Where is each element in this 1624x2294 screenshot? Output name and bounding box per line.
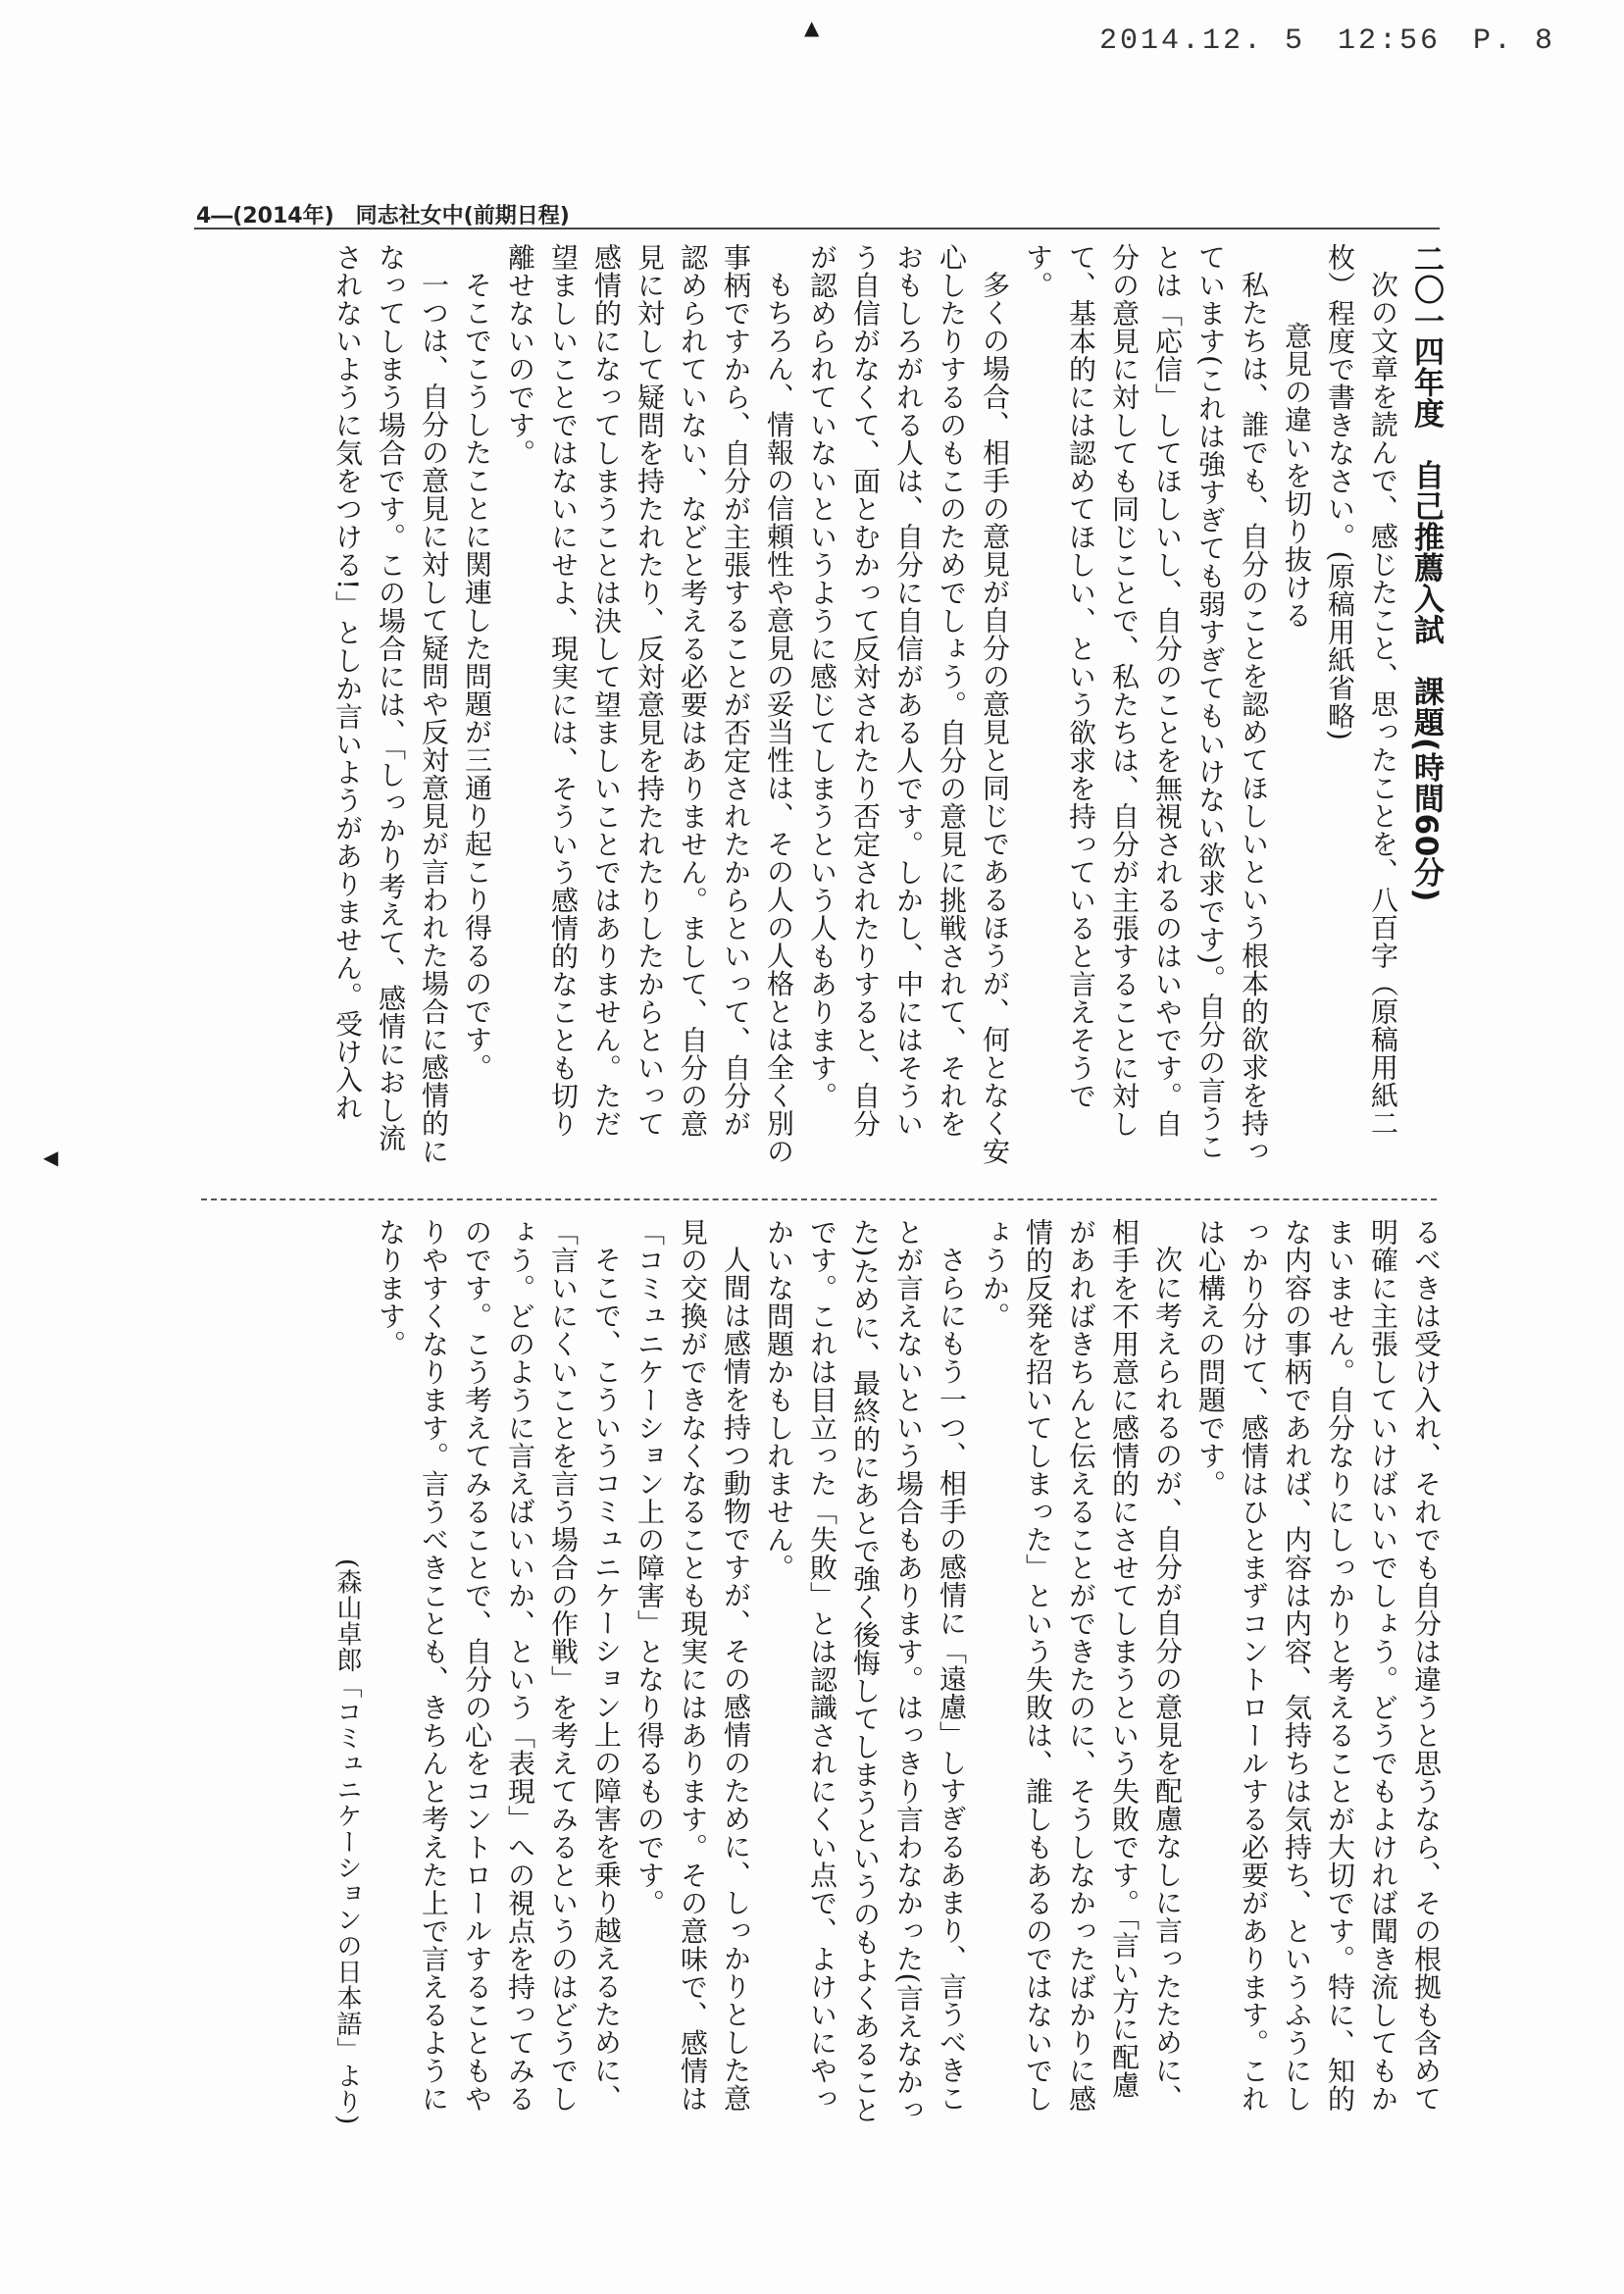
paragraph: るべきは受け入れ、それでも自分は違うと思うなら、その根拠も含めて明確に主張していけばいいでしょう。どうでもよければ聞き流してもかまいません。自分なりにしっかりと考えることが大切です。特に、知的な内容の事柄であれば、内容は内容、気持ちは気持ち、というふうにしっかり分けて、感情はひとまずコントロールする必要があります。これは心構えの問題です。 (1194, 1218, 1443, 2113)
paragraph: 私たちは、誰でも、自分のことを認めてほしいという根本的欲求を持っています(これは強すぎても弱すぎてもいけない欲求です)。自分の言うことは「応信」してほしいし、自分のことを無視されるのはいやです。自分の意見に対しても同じことで、私たちは、自分が主張することに対して、基本的には認めてほしい、という欲求を持っていると言えそうです。 (1022, 243, 1270, 1165)
paragraph: もちろん、情報の信頼性や意見の妥当性は、その人の人格とは全く別の事柄ですから、自分が主張することが否定されたからといって、自分が認められていない、などと考える必要はありません。まして、自分の意見に対して疑問を持たれたり、反対意見を持たれたりしたからといって感情的になってしまうことは決して望ましいことではありません。ただ望ましいことではないにせよ、現実には、そういう感情的なことも切り離せないのです。 (504, 243, 795, 1165)
registration-marker-top: ▲ (804, 16, 820, 39)
paragraph: 人間は感情を持つ動物ですが、その感情のために、しっかりとした意見の交換ができなくなることも現実にはあります。その意味で、感情は「コミュニケーション上の障害」となり得るものです。 (634, 1218, 752, 2113)
paragraph: そこで、こういうコミュニケーション上の障害を乗り越えるために、「言いにくいことを言う場合の作戦」を考えてみるというのはどうでしょう。どのように言えばいいか、という「表現」への視点を持ってみるのです。こう考えてみることで、自分の心をコントロールすることもやりやすくなります。言うべきことも、きちんと考えた上で言えるようになります。 (375, 1218, 623, 2113)
paragraph: 多くの場合、相手の意見が自分の意見と同じであるほうが、何となく安心したりするのもこのためでしょう。自分の意見に挑戦されて、それをおもしろがれる人は、自分に自信がある人です。しかし、中にはそういう自信がなくて、面とむかって反対されたり否定されたりすると、自分が認められていないというように感じてしまうという人もあります。 (806, 243, 1011, 1165)
paragraph: 次に考えられるのが、自分が自分の意見を配慮なしに言ったために、相手を不用意に感情的にさせてしまうという失敗です。「言い方に配慮があればきちんと伝えることができたのに、そうしなかったばかりに感情的反発を招いてしまった」という失敗は、誰しもあるのではないでしょうか。 (979, 1218, 1184, 2113)
running-head: 4―(2014年) 同志社女中(前期日程) (196, 204, 570, 229)
paragraph: 一つは、自分の意見に対して疑問や反対意見が言われた場合に感情的になってしまう場合です。この場合には、「しっかり考えて、感情におし流されないように気をつける!」としか言いようがありません。受け入れ (331, 243, 450, 1165)
exam-title: 二〇一四年度 自己推薦入試 課題(時間60分) (1408, 243, 1444, 902)
section-divider (201, 1198, 1437, 1200)
instruction-line: 次の文章を読んで、感じたこと、思ったことを、八百字（原稿用紙二 (1367, 271, 1399, 1138)
fax-header: 2014.12. 5 12:56 P. 8 (1098, 25, 1555, 58)
header-rule (194, 228, 1440, 229)
essay-subtitle: 意見の違いを切り抜ける (1281, 322, 1313, 630)
paragraph: さらにもう一つ、相手の感情に「遠慮」しすぎるあまり、言うべきことが言えないという場合もあります。はっきり言わなかった(言えなかった)ために、最終的にあとで強く後悔してしまうというのもよくあることです。これは目立った「失敗」とは認識されにくい点で、よけいにやっかいな問題かもしれません。 (763, 1218, 968, 2124)
paragraph: そこでこうしたことに関連した問題が三通り起こり得るのです。 (461, 271, 493, 1082)
instruction-line: 枚）程度で書きなさい。(原稿用紙省略) (1324, 243, 1356, 741)
registration-marker-left: ◀ (43, 1146, 59, 1169)
upper-text-block (192, 243, 1447, 1165)
source-citation: (森山卓郎「コミュニケーションの日本語」より) (332, 1558, 362, 2125)
lower-text-block (290, 1218, 1447, 2125)
